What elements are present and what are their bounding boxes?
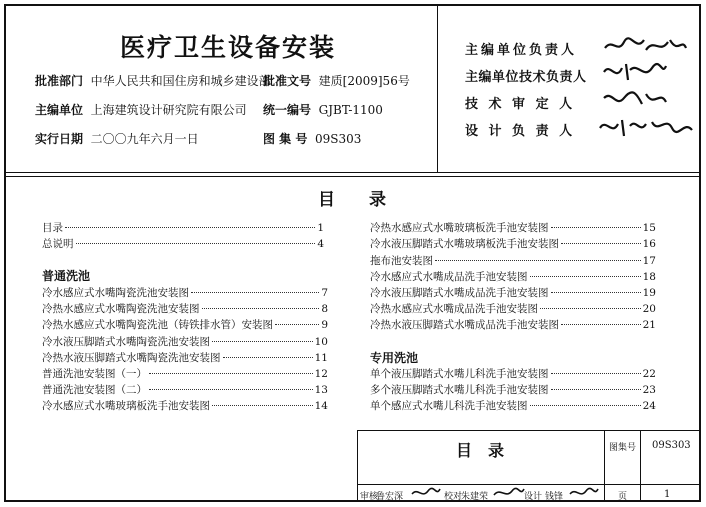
section-heading-general: 普通洗池: [42, 269, 91, 283]
toc-entry: [42, 285, 328, 300]
toc-entry-title: 总说明: [42, 238, 74, 250]
toc-entry-page: 1: [317, 222, 324, 234]
toc-leader: [551, 389, 641, 390]
toc-entry-page: 15: [642, 222, 656, 234]
title-block-reviewer: 鲁宏深: [376, 492, 404, 502]
unified-code: [263, 101, 383, 118]
signature-3: [600, 88, 670, 110]
toc-leader: [275, 324, 319, 325]
toc-entry: [370, 366, 656, 381]
toc-entry-title: 单个感应式水嘴儿科洗手池安装图: [370, 400, 528, 412]
toc-leader: [561, 324, 641, 325]
toc-entry-title: 冷热水液压脚踏式水嘴成品洗手池安装图: [370, 319, 559, 331]
title-block-review-label: 审核: [360, 492, 379, 502]
toc-entry-page: 23: [642, 384, 656, 396]
toc-entry-page: 22: [642, 368, 656, 380]
approval-dept: [35, 72, 271, 89]
approval-dept-value: 中华人民共和国住房和城乡建设部: [90, 74, 271, 88]
toc-entry-title: 冷热水感应式水嘴玻璃板洗手池安装图: [370, 222, 549, 234]
title-block-atlas-value: 09S303: [652, 440, 691, 451]
toc-leader: [149, 389, 313, 390]
toc-entry-title: 冷水感应式水嘴玻璃板洗手池安装图: [42, 400, 210, 412]
toc-entry: [42, 382, 328, 397]
toc-entry-title: 目录: [42, 222, 63, 234]
toc-entry-page: 4: [317, 238, 324, 250]
toc-entry: [42, 317, 328, 332]
role-tech-chief: 主编单位技术负责人: [465, 70, 587, 85]
approval-dept-label: 批准部门: [35, 74, 84, 88]
title-block-check-label: 校对: [444, 492, 463, 502]
toc-entry: [370, 285, 656, 300]
toc-leader: [530, 276, 641, 277]
editor-unit: [35, 101, 247, 118]
title-block-col1: [604, 430, 605, 502]
section-heading-special: 专用洗池: [370, 351, 419, 365]
toc-leader: [561, 243, 641, 244]
toc-entry: [370, 253, 656, 268]
title-block-page-label: 页: [618, 492, 628, 502]
toc-entry: [42, 350, 328, 365]
atlas-number: [263, 130, 361, 147]
toc-entry-title: 冷水液压脚踏式水嘴玻璃板洗手池安装图: [370, 238, 559, 250]
toc-entry-title: 普通洗池安装图（一）: [42, 368, 147, 380]
toc-entry-page: 9: [321, 319, 328, 331]
effective-date-label: 实行日期: [35, 132, 84, 146]
toc-entry-title: 冷水感应式水嘴陶瓷洗池安装图: [42, 287, 189, 299]
signature-4: [596, 114, 696, 140]
signature-2: [600, 60, 670, 84]
toc-entry-title: 多个液压脚踏式水嘴儿科洗手池安装图: [370, 384, 549, 396]
title-block-atlas-label: 图集号: [609, 443, 637, 453]
toc-entry-page: 14: [314, 400, 328, 412]
unified-code-value: GJBT-1100: [318, 103, 383, 117]
toc-entry-title: 冷热水液压脚踏式水嘴陶瓷洗池安装图: [42, 352, 221, 364]
effective-date: [35, 130, 199, 147]
toc-entry-page: 24: [642, 400, 656, 412]
toc-leader: [212, 405, 313, 406]
title-block-col2: [640, 430, 641, 502]
title-block-design-label: 设计: [524, 492, 543, 502]
document-title: 医疗卫生设备安装: [120, 33, 337, 62]
toc-entry-page: 18: [642, 271, 656, 283]
toc-entry-page: 19: [642, 287, 656, 299]
toc-entry: [42, 366, 328, 381]
role-tech-review: 技 术 审 定 人: [465, 97, 576, 112]
approval-doc-label: 批准文号: [263, 74, 312, 88]
toc-leader: [551, 292, 641, 293]
header-bottom-rule-thin: [4, 176, 701, 177]
signature-1: [600, 34, 690, 58]
header-bottom-rule: [4, 172, 701, 173]
toc-entry-page: 8: [321, 303, 328, 315]
unified-code-label: 统一编号: [263, 103, 312, 117]
toc-entry-page: 7: [321, 287, 328, 299]
approval-doc: [263, 72, 410, 89]
toc-entry-title: 单个液压脚踏式水嘴儿科洗手池安装图: [370, 368, 549, 380]
toc-leader: [149, 373, 313, 374]
toc-entry: [370, 301, 656, 316]
toc-entry: [370, 220, 656, 235]
toc-entry: [370, 236, 656, 251]
toc-leader: [191, 292, 319, 293]
title-block-page-value: 1: [664, 489, 671, 500]
toc-entry-page: 13: [314, 384, 328, 396]
editor-unit-label: 主编单位: [35, 103, 84, 117]
toc-leader: [530, 405, 641, 406]
toc-leader: [551, 373, 641, 374]
toc-entry-page: 20: [642, 303, 656, 315]
toc-entry: [370, 398, 656, 413]
toc-title: 目 录: [318, 190, 386, 210]
effective-date-value: 二〇〇九年六月一日: [90, 132, 199, 146]
toc-entry: [42, 301, 328, 316]
toc-leader: [65, 227, 315, 228]
toc-entry: [42, 398, 328, 413]
title-block-signatures: [410, 485, 600, 501]
toc-entry-title: 拖布池安装图: [370, 255, 433, 267]
toc-leader: [223, 357, 313, 358]
editor-unit-value: 上海建筑设计研究院有限公司: [90, 103, 247, 117]
toc-leader: [435, 260, 641, 261]
approval-doc-value: 建质[2009]56号: [318, 74, 410, 88]
toc-entry: [370, 382, 656, 397]
toc-entry-page: 21: [642, 319, 656, 331]
role-chief-unit: 主编单位负责人: [465, 43, 578, 58]
toc-entry: [42, 220, 324, 235]
toc-entry-title: 冷水感应式水嘴成品洗手池安装图: [370, 271, 528, 283]
toc-entry-title: 冷热水感应式水嘴成品洗手池安装图: [370, 303, 538, 315]
toc-entry-title: 冷热水感应式水嘴陶瓷洗池安装图: [42, 303, 200, 315]
toc-entry: [42, 334, 328, 349]
toc-leader: [551, 227, 641, 228]
toc-entry: [42, 236, 324, 251]
toc-leader: [212, 341, 313, 342]
toc-entry-title: 冷热水感应式水嘴陶瓷洗池（铸铁排水管）安装图: [42, 319, 273, 331]
toc-entry-page: 12: [314, 368, 328, 380]
toc-entry: [370, 317, 656, 332]
toc-entry: [370, 269, 656, 284]
toc-leader: [202, 308, 320, 309]
toc-entry-page: 10: [314, 336, 328, 348]
toc-entry-title: 冷水液压脚踏式水嘴成品洗手池安装图: [370, 287, 549, 299]
toc-leader: [540, 308, 641, 309]
toc-entry-title: 冷水液压脚踏式水嘴陶瓷洗池安装图: [42, 336, 210, 348]
toc-entry-title: 普通洗池安装图（二）: [42, 384, 147, 396]
toc-entry-page: 11: [314, 352, 328, 364]
title-block-designer: 钱锋: [545, 492, 564, 502]
toc-leader: [76, 243, 316, 244]
toc-entry-page: 16: [642, 238, 656, 250]
atlas-number-value: 09S303: [315, 132, 362, 146]
role-design-lead: 设 计 负 责 人: [465, 124, 576, 139]
atlas-number-label: 图 集 号: [263, 132, 308, 146]
header-divider: [437, 4, 438, 172]
toc-entry-page: 17: [642, 255, 656, 267]
title-block-checker: 朱建荣: [461, 492, 489, 502]
title-block-name: 目 录: [456, 441, 505, 460]
